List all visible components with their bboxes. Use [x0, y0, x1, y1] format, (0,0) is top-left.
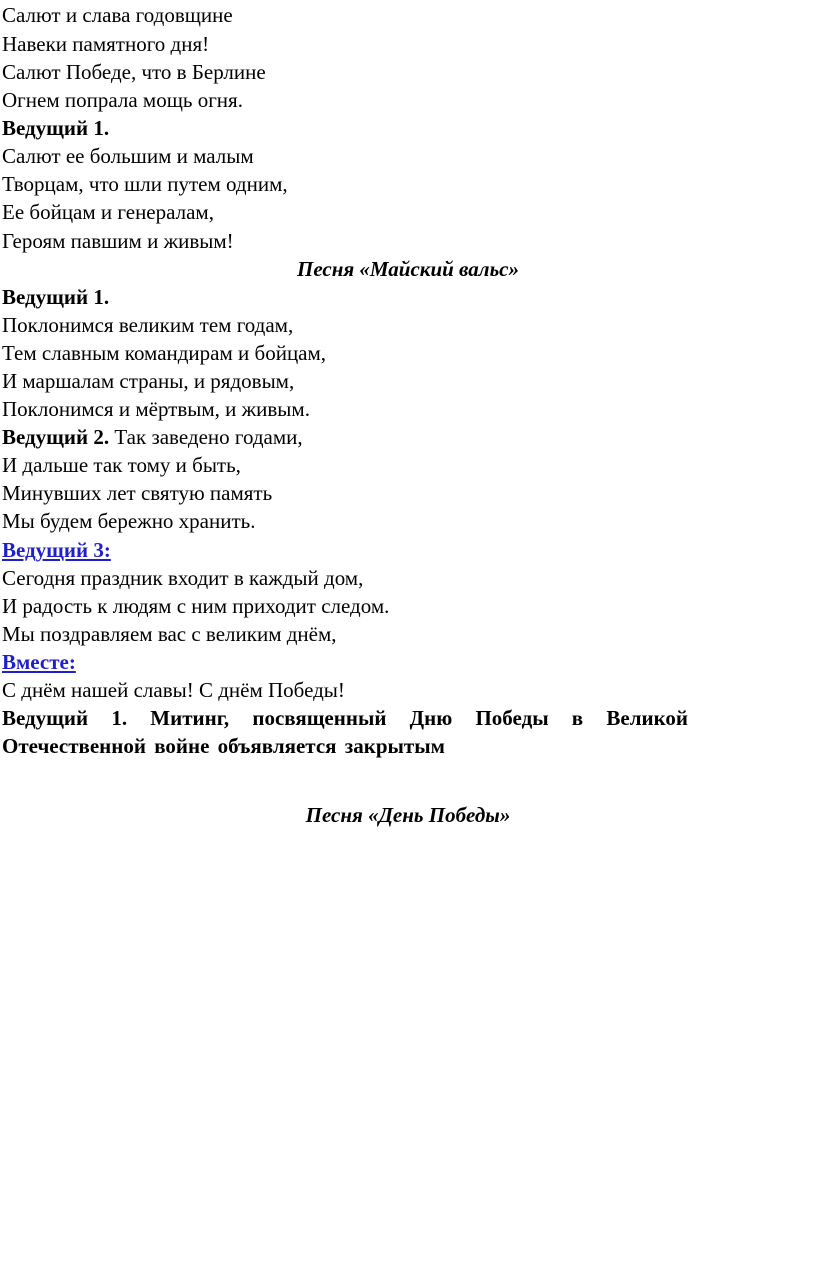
poem-line: И радость к людям с ним приходит следом.: [2, 594, 390, 618]
speaker-label: Ведущий 1.: [2, 116, 110, 140]
poem-line: Навеки памятного дня!: [2, 32, 210, 56]
poem-line: И дальше так тому и быть,: [2, 453, 241, 477]
poem-line: Салют ее большим и малым: [2, 144, 254, 168]
poem-line: Мы поздравляем вас с великим днём,: [2, 622, 337, 646]
poem-line: Мы будем бережно хранить.: [2, 509, 256, 533]
poem-line: Огнем попрала мощь огня.: [2, 88, 243, 112]
poem-line: Поклонимся и мёртвым, и живым.: [2, 397, 310, 421]
speaker-label: Ведущий 1.: [2, 285, 110, 309]
poem-line: Салют Победе, что в Берлине: [2, 60, 266, 84]
speaker-link-3[interactable]: Ведущий 3:: [2, 538, 111, 562]
closing-text: Митинг, посвященный Дню Победы в Великой: [127, 706, 688, 730]
speaker-line: [2, 423, 303, 451]
song-title: Песня «Майский вальс»: [297, 257, 519, 281]
poem-line: И маршалам страны, и рядовым,: [2, 369, 295, 393]
poem-text: Так заведено годами,: [109, 425, 303, 449]
poem-line: Сегодня праздник входит в каждый дом,: [2, 566, 364, 590]
poem-line: С днём нашей славы! С днём Победы!: [2, 678, 345, 702]
poem-line: Героям павшим и живым!: [2, 229, 234, 253]
poem-line: Ее бойцам и генералам,: [2, 200, 214, 224]
song-title: Песня «День Победы»: [305, 803, 511, 827]
speaker-label: Ведущий 1.: [2, 706, 128, 730]
speaker-label: Ведущий 2.: [2, 425, 110, 449]
poem-line: Тем славным командирам и бойцам,: [2, 341, 327, 365]
poem-line: Минувших лет святую память: [2, 481, 273, 505]
poem-line: Поклонимся великим тем годам,: [2, 313, 294, 337]
poem-line: Салют и слава годовщине: [2, 3, 233, 27]
together-link[interactable]: Вместе:: [2, 650, 76, 674]
closing-announcement: [2, 704, 688, 732]
poem-line: Творцам, что шли путем одним,: [2, 172, 288, 196]
closing-announcement-cont: Отечественной войне объявляется закрытым: [2, 734, 445, 758]
